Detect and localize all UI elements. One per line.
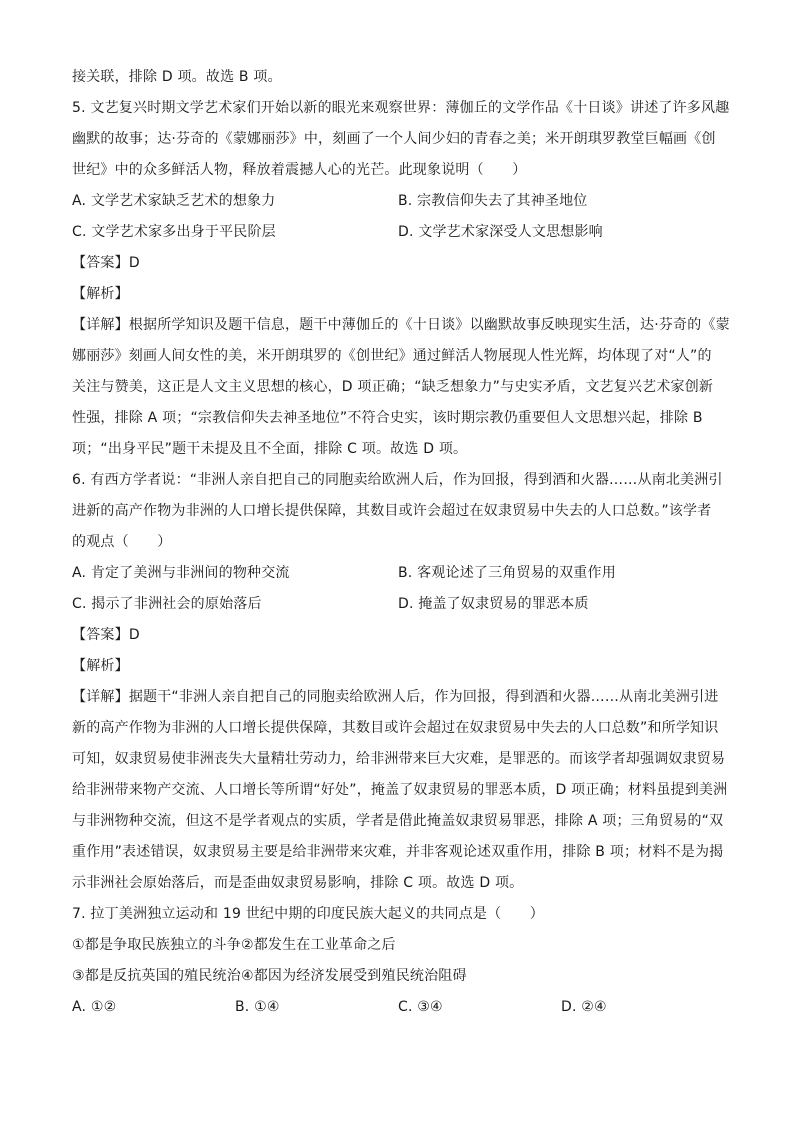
question-6-answer bbox=[72, 620, 724, 651]
question-6-detail-line-4: 给非洲带来物产交流、人口增长等所谓“好处”，掩盖了奴隶贸易的罪恶本质，D 项正确；材料虽提到美洲 bbox=[72, 782, 728, 798]
detail-text: 据题干“非洲人亲自把自己的同胞卖给欧洲人后，作为回报，得到酒和火器……从南北美洲引进 bbox=[128, 689, 719, 705]
question-5-detail-line-1 bbox=[72, 310, 730, 341]
question-6-detail-line-3: 可知，奴隶贸易使非洲丧失大量精壮劳动力，给非洲带来巨大灾难，是罪恶的。而该学者却强调奴隶贸易 bbox=[72, 751, 726, 767]
answer-value: D bbox=[128, 255, 140, 271]
question-5-option-b: B. 宗教信仰失去了其神圣地位 bbox=[398, 193, 588, 209]
question-6-detail-line-1 bbox=[72, 682, 724, 713]
question-5-options-row-1 bbox=[72, 186, 724, 217]
question-5-options-row-2 bbox=[72, 217, 724, 248]
question-5-detail-line-2: 娜丽莎》刻画人间女性的美，米开朗琪罗的《创世纪》通过鲜活人物展现人性光辉，均体现了对“人”的 bbox=[72, 348, 712, 364]
question-5-detail-line-4: 性强，排除 A 项；“宗教信仰失去神圣地位”不符合史实，该时期宗教仍重要但人文思想兴起，排除 B bbox=[72, 410, 703, 426]
question-6-detail-line-2: 新的高产作物为非洲的人口增长提供保障，其数目或许会超过在奴隶贸易中失去的人口总数”和所学知识 bbox=[72, 720, 719, 736]
detail-text: 根据所学知识及题干信息，题干中薄伽丘的《十日谈》以幽默故事反映现实生活，达·芬奇的《蒙 bbox=[128, 317, 730, 333]
answer-label: 【答案】 bbox=[72, 627, 129, 643]
question-5-detail-line-5: 项；“出身平民”题干未提及且不全面，排除 C 项。故选 D 项。 bbox=[72, 441, 468, 457]
question-7-option-c: C. ③④ bbox=[398, 999, 443, 1015]
question-5-option-d: D. 文学艺术家深受人文思想影响 bbox=[398, 224, 603, 240]
question-6-stem-line-2: 进新的高产作物为非洲的人口增长提供保障，其数目或许会超过在奴隶贸易中失去的人口总数。”该学者 bbox=[72, 503, 712, 519]
question-6-stem-line-3: 的观点（ ） bbox=[72, 534, 172, 550]
previous-answer-tail: 接关联，排除 D 项。故选 B 项。 bbox=[72, 69, 282, 85]
question-5-stem-line-1: 5. 文艺复兴时期文学艺术家们开始以新的眼光来观察世界：薄伽丘的文学作品《十日谈》讲述了许多风趣 bbox=[72, 100, 730, 116]
question-6-option-b: B. 客观论述了三角贸易的双重作用 bbox=[398, 565, 616, 581]
question-7-option-a: A. ①② bbox=[72, 999, 117, 1015]
question-7-stem-line-2: ①都是争取民族独立的斗争②都发生在工业革命之后 bbox=[72, 937, 396, 953]
question-6-detail-line-6: 重作用”表述错误，奴隶贸易主要是给非洲带来灾难，并非客观论述双重作用，排除 B 项；材料不是为揭 bbox=[72, 844, 724, 860]
question-5-detail-line-3: 关注与赞美，这正是人文主义思想的核心，D 项正确；“缺乏想象力”与史实矛盾，文艺复兴艺术家创新 bbox=[72, 379, 714, 395]
question-5 bbox=[72, 93, 730, 465]
question-6-options-row-1 bbox=[72, 558, 724, 589]
answer-value: D bbox=[128, 627, 140, 643]
question-7-option-b: B. ①④ bbox=[235, 999, 280, 1015]
question-5-stem-line-3: 世纪》中的众多鲜活人物，释放着震撼人心的光芒。此现象说明（ ） bbox=[72, 162, 527, 178]
answer-label: 【答案】 bbox=[72, 255, 129, 271]
question-5-analysis-heading: 【解析】 bbox=[72, 286, 129, 302]
document-page bbox=[72, 62, 730, 1023]
question-5-answer bbox=[72, 248, 724, 279]
question-6-option-a: A. 肯定了美洲与非洲间的物种交流 bbox=[72, 565, 290, 581]
question-6-option-c: C. 揭示了非洲社会的原始落后 bbox=[72, 596, 262, 612]
question-7-stem-line-3: ③都是反抗英国的殖民统治④都因为经济发展受到殖民统治阻碍 bbox=[72, 968, 467, 984]
question-7 bbox=[72, 899, 724, 1023]
question-7-stem-line-1: 7. 拉丁美洲独立运动和 19 世纪中期的印度民族大起义的共同点是（ ） bbox=[72, 906, 544, 922]
question-5-stem-line-2: 幽默的故事；达·芬奇的《蒙娜丽莎》中，刻画了一个人间少妇的青春之美；米开朗琪罗教堂巨幅画《创 bbox=[72, 131, 716, 147]
detail-label: 【详解】 bbox=[72, 317, 129, 333]
question-6-detail-line-7: 示非洲社会原始落后，而是歪曲奴隶贸易影响，排除 C 项。故选 D 项。 bbox=[72, 875, 524, 891]
question-7-options-row bbox=[72, 992, 724, 1023]
question-6-options-row-2 bbox=[72, 589, 724, 620]
question-6-analysis-heading: 【解析】 bbox=[72, 658, 129, 674]
question-5-option-c: C. 文学艺术家多出身于平民阶层 bbox=[72, 224, 276, 240]
question-7-option-d: D. ②④ bbox=[561, 999, 607, 1015]
question-6 bbox=[72, 465, 728, 899]
detail-label: 【详解】 bbox=[72, 689, 129, 705]
question-6-stem-line-1: 6. 有西方学者说：“非洲人亲自把自己的同胞卖给欧洲人后，作为回报，得到酒和火器……从南北美洲引 bbox=[72, 472, 723, 488]
question-6-option-d: D. 掩盖了奴隶贸易的罪恶本质 bbox=[398, 596, 589, 612]
question-5-option-a: A. 文学艺术家缺乏艺术的想象力 bbox=[72, 193, 276, 209]
question-6-detail-line-5: 与非洲物种交流，但这不是学者观点的实质，学者是借此掩盖奴隶贸易罪恶，排除 A 项；三角贸易的“双 bbox=[72, 813, 724, 829]
